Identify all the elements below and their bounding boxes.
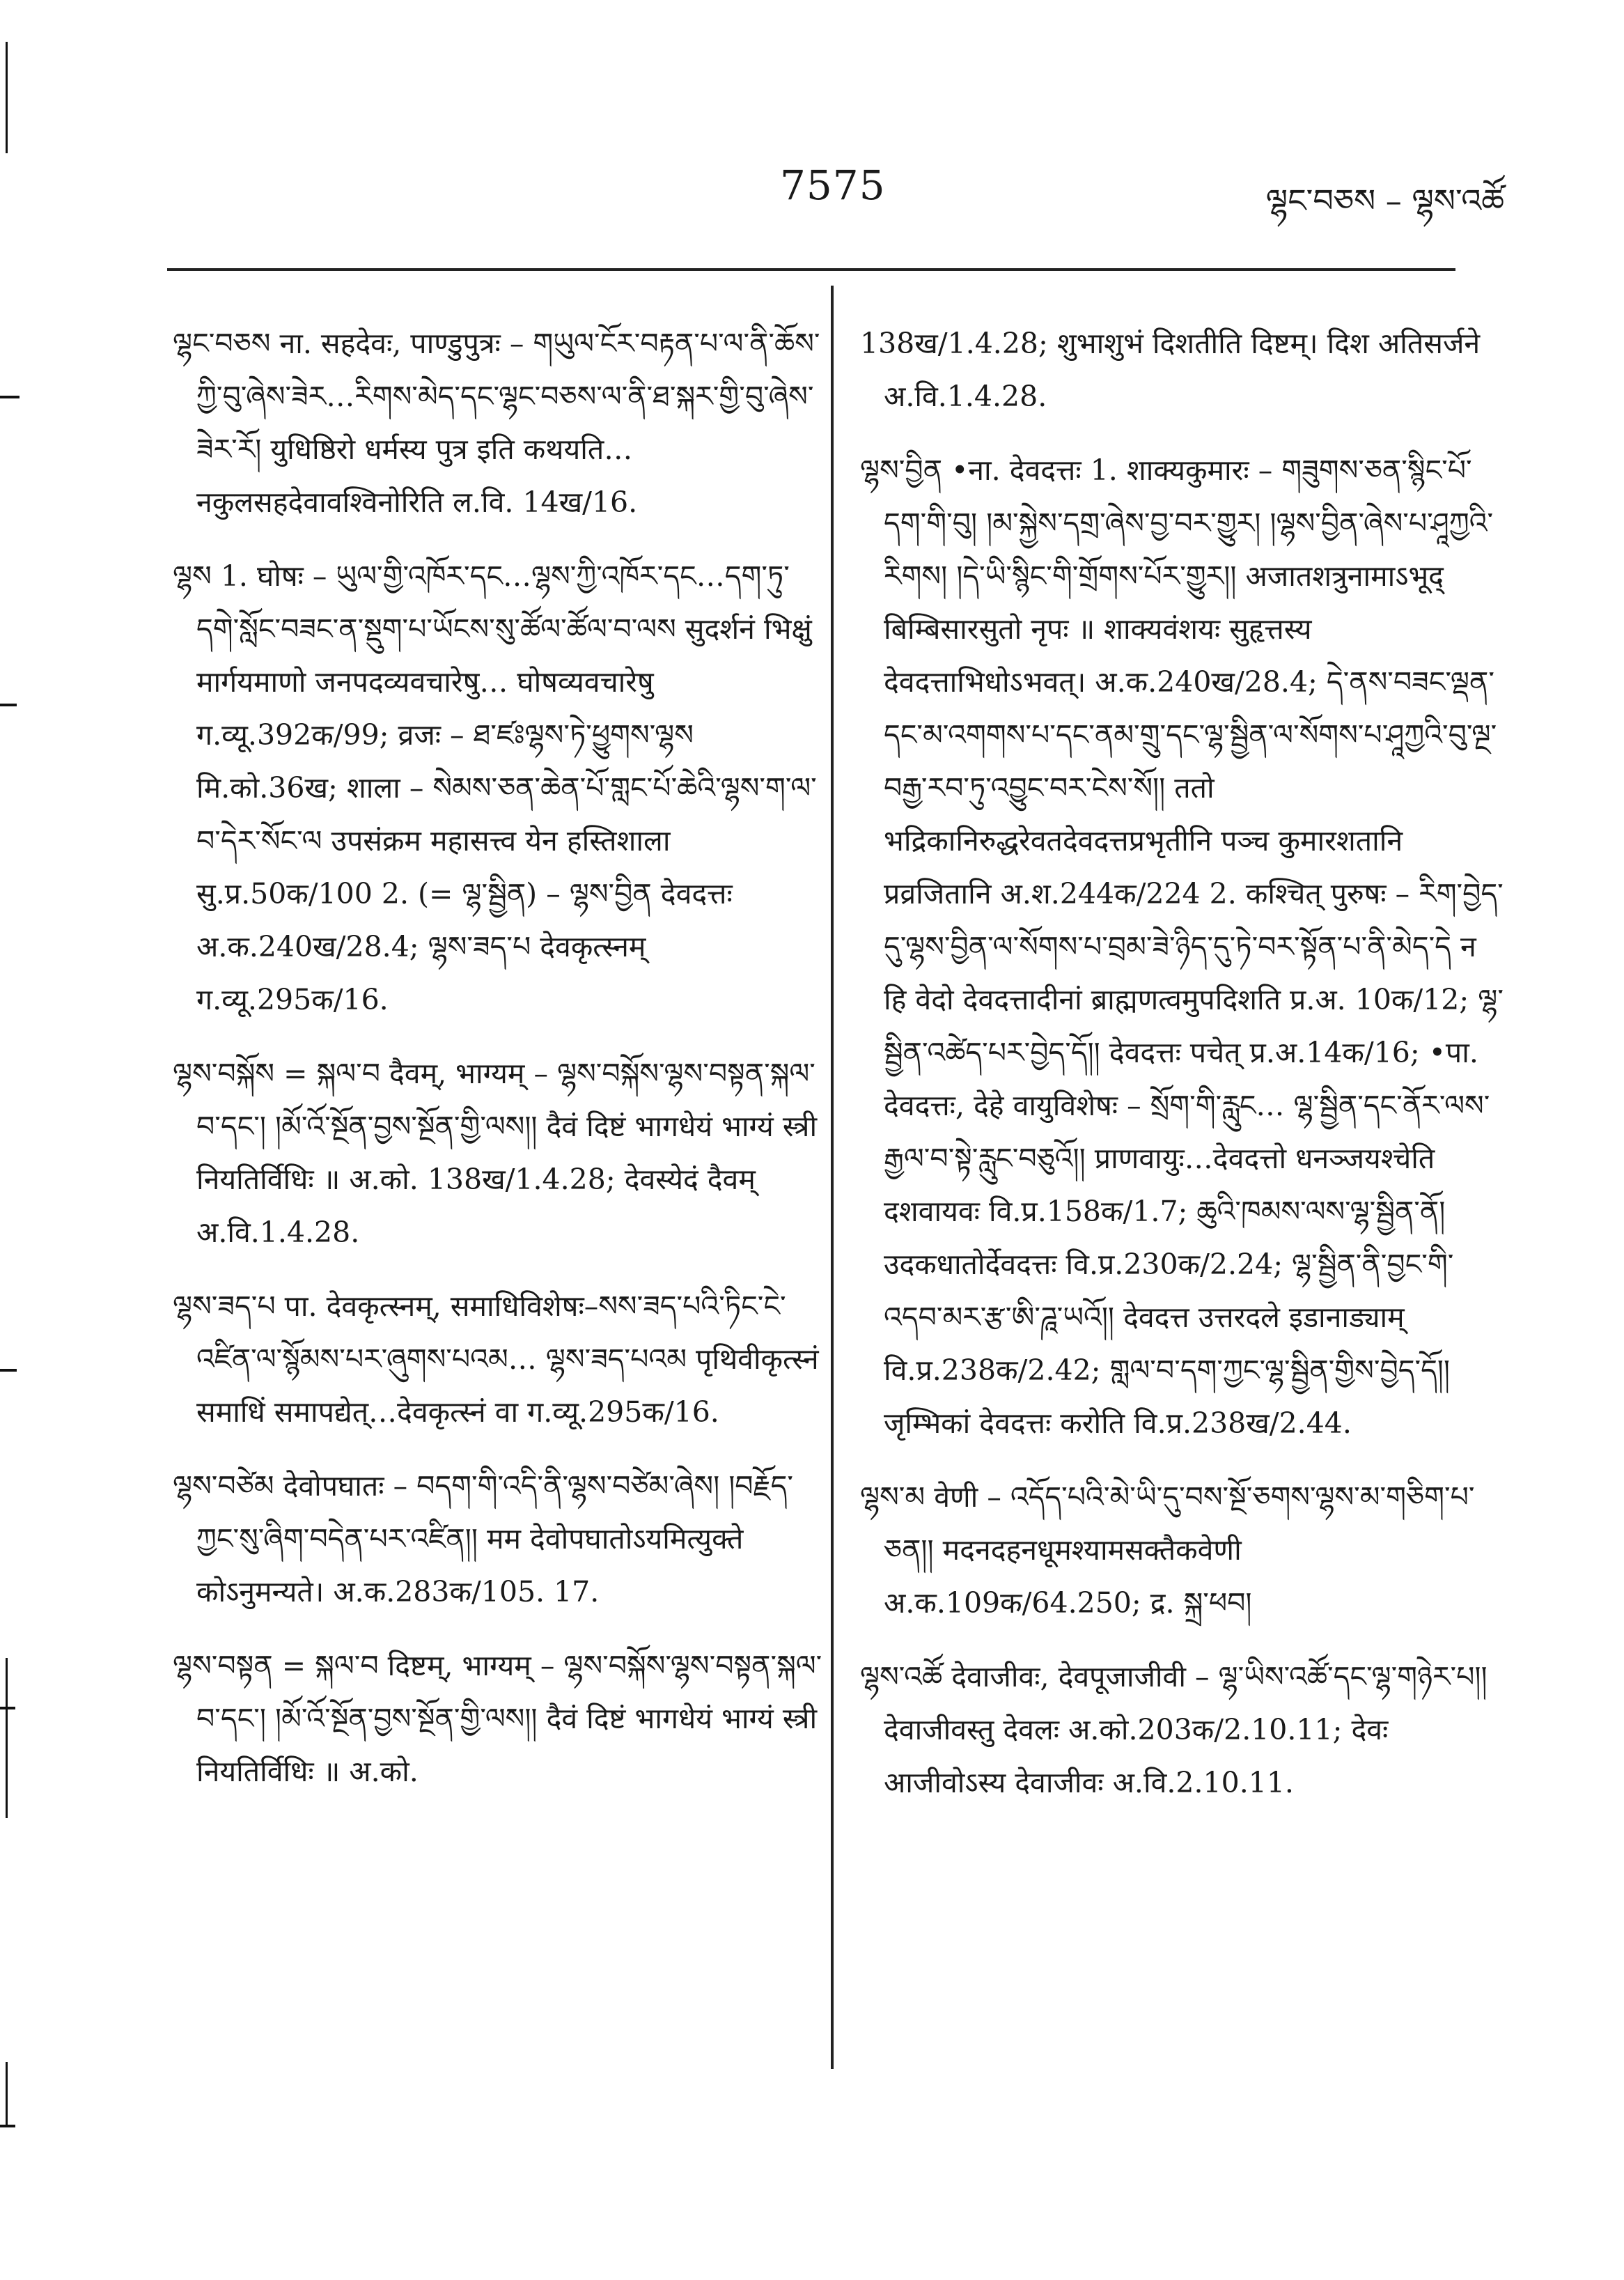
scan-edge-mark <box>0 1369 17 1372</box>
dictionary-entry: ལྷས་བཙེམ देवोपघातः – བདག་གི་འདི་ནི་ལྷས་བཙེམ་ཞེས། །བརྗོད་ཀྱང་སུ་ཞིག་བདེན་པར་འཛིན།། मम देवोपघातोऽयमित्युक्ते कोऽनुमन्यते। अ.क.283क/105. 17. <box>173 1469 793 1608</box>
dictionary-entry: ལྷས 1. घोषः – ཡུལ་གྱི་འཁོར་དང…ལྷས་ཀྱི་འཁོར་དང…དག་ཏུ་དགེ་སློང་བཟང་ན་སྡུག་པ་ཡོངས་སུ་ཚོལ་ཚོལ་བ་ལས सुदर्शनं भिक्षुं मार्गयमाणो जनपदव्यवचारेषु… घोषव्यवचारेषु ग.व्यू.392क/99; व्रजः – ཐ་ཛཿལྷས་ཏེ་ཕྱུགས་ལྷས मि.को.36ख; शाला – སེམས་ཅན་ཆེན་པོ་གླང་པོ་ཆེའི་ལྷས་ག་ལ་བ་དེར་སོང་ལ उपसंक्रम महासत्त्व येन हस्तिशाला सु.प्र.50क/100 2. (= ལྷ་སྦྱིན) – ལྷས་བྱིན देवदत्तः अ.क.240ख/28.4; ལྷས་ཟད་པ देवकृत्स्नम् ग.व्यू.295क/16. <box>173 559 817 1016</box>
right-column <box>860 317 1508 1830</box>
scan-edge-mark <box>6 1658 8 1818</box>
dictionary-entry: ལྷས་བྱིན •ना. देवदत्तः 1. शाक्यकुमारः – གཟུགས་ཅན་སྙིང་པོ་དག་གི་བུ། །མ་སྐྱེས་དགྲ་ཞེས་བྱ་བར་གྱུར། །ལྷས་བྱིན་ཞེས་པ་ཤཱཀྱའི་རིགས། །དེ་ཡི་སྙིང་གི་གྲོགས་པོར་གྱུར།། अजातशत्रुनामाऽभूद् बिम्बिसारसुतो नृपः ॥ शाक्यवंशयः सुहृत्तस्य देवदत्ताभिधोऽभवत्। अ.क.240ख/28.4; དེ་ནས་བཟང་ལྡན་དང་མ་འགགས་པ་དང་ནམ་གྲུ་དང་ལྷ་སྦྱིན་ལ་སོགས་པ་ཤཱཀྱའི་བུ་ལྔ་བརྒྱ་རབ་ཏུ་འབྱུང་བར་ངེས་སོ།། ततो भद्रिकानिरुद्धरेवतदेवदत्तप्रभृतीनि पञ्च कुमारशतानि प्रव्रजितानि अ.श.244क/224 2. कश्चित् पुरुषः – རིག་བྱེད་དུ་ལྷས་བྱིན་ལ་སོགས་པ་བྲམ་ཟེ་ཉིད་དུ་ཏེ་བར་སྟོན་པ་ནི་མེད་དེ न हि वेदो देवदत्तादीनां ब्राह्मणत्वमुपदिशति प्र.अ. 10क/12; ལྷ་སྦྱིན་འཚེད་པར་བྱེད་དོ།། देवदत्तः पचेत् प्र.अ.14क/16; •पा. देवदत्तः, देहे वायुविशेषः – སྲོག་གི་རླུང… ལྷ་སྦྱིན་དང་ནོར་ལས་རྒྱལ་བ་སྟེ་རླུང་བཅུའོ།། प्राणवायुः…देवदत्तो धनञ्जयश्चेति दशवायवः वि.प्र.158क/1.7; ཆུའི་ཁམས་ལས་ལྷ་སྦྱིན་ནོ། उदकधातोर्देवदत्तः वि.प्र.230क/2.24; ལྷ་སྦྱིན་ནི་བྱང་གི་འདབ་མར་རྩ་ཨི་ཌཱ་ཡའོ།། देवदत्त उत्तरदले इडानाड्याम् वि.प्र.238क/2.42; གླལ་བ་དག་ཀྱང་ལྷ་སྦྱིན་གྱིས་བྱེད་དོ།། जृम्भिकां देवदत्तः करोति वि.प्र.238ख/2.44. <box>860 453 1504 1440</box>
scan-edge-mark <box>0 704 17 706</box>
dictionary-entry: ལྷས་ཟད་པ पा. देवकृत्स्नम्, समाधिविशेषः–སས་ཟད་པའི་ཏིང་ངེ་འཛིན་ལ་སྙོམས་པར་ཞུགས་པའམ… ལྷས་ཟད་པའམ पृथिवीकृत्स्नं समाधिं समापद्येत्…देवकृत्स्नं वा ग.व्यू.295क/16. <box>173 1289 819 1429</box>
dictionary-entry: ལྷས་བསྐོས = སྐལ་བ दैवम्, भाग्यम् – ལྷས་བསྐོས་ལྷས་བསྟན་སྐལ་བ་དང་། །མོ་འོ་སྔོན་བྱས་སྔོན་གྱི་ལས།། दैवं दिष्टं भागधेयं भाग्यं स्त्री नियतिर्विधिः ॥ अ.को. 138ख/1.4.28; देवस्येदं दैवम् अ.वि.1.4.28. <box>173 1057 818 1249</box>
left-column <box>173 317 827 1819</box>
scan-edge-mark <box>6 42 8 153</box>
scan-edge-mark <box>0 396 19 398</box>
scan-edge-mark <box>0 2125 15 2127</box>
scan-edge-mark <box>6 2062 8 2125</box>
column-divider <box>831 286 834 2069</box>
dictionary-entry: ལྷས་འཚོ देवाजीवः, देवपूजाजीवी – ལྷ་ཡིས་འཚོ་དང་ལྷ་གཉེར་པ།། देवाजीवस्तु देवलः अ.को.203क/2.10.11; देवः आजीवोऽस्य देवाजीवः अ.वि.2.10.11. <box>860 1660 1488 1799</box>
dictionary-entry: ལྷང་བཅས ना. सहदेवः, पाण्डुपुत्रः – གཡུལ་ངོར་བརྟན་པ་ལ་ནི་ཆོས་ཀྱི་བུ་ཞེས་ཟེར…རིགས་མེད་དང་ལྷང་བཅས་ལ་ནི་ཐ་སྐར་གྱི་བུ་ཞེས་ཟེར་རོ། युधिष्ठिरो धर्मस्य पुत्र इति कथयति… नकुलसहदेवावश्विनोरिति ल.वि. 14ख/16. <box>173 327 820 519</box>
scan-edge-mark <box>0 1707 15 1709</box>
header-guide-words: ལྷང་བཅས – ལྷས་འཚོ <box>1265 182 1504 219</box>
page-number: 7575 <box>780 162 886 209</box>
header-rule <box>167 268 1455 271</box>
dictionary-entry: ལྷས་མ वेणी – འདོད་པའི་མེ་ཡི་དུ་བས་སྔོ་ཅགས་ལྷས་མ་གཅིག་པ་ཅན།། मदनदहनधूमश्यामसक्तैकवेणी अ.क.109क/64.250; द्र. སྐྲ་ཕབ། <box>860 1480 1475 1620</box>
dictionary-entry: ལྷས་བསྟན = སྐལ་བ दिष्टम्, भाग्यम् – ལྷས་བསྐོས་ལྷས་བསྟན་སྐལ་བ་དང་། །མོ་འོ་སྔོན་བྱས་སྔོན་གྱི་ལས།། दैवं दिष्टं भागधेयं भाग्यं स्त्री नियतिर्विधिः ॥ अ.को. <box>173 1649 822 1788</box>
dictionary-entry-continuation: 138ख/1.4.28; शुभाशुभं दिशतीति दिष्टम्। दिश अतिसर्जने अ.वि.1.4.28. <box>860 327 1481 413</box>
